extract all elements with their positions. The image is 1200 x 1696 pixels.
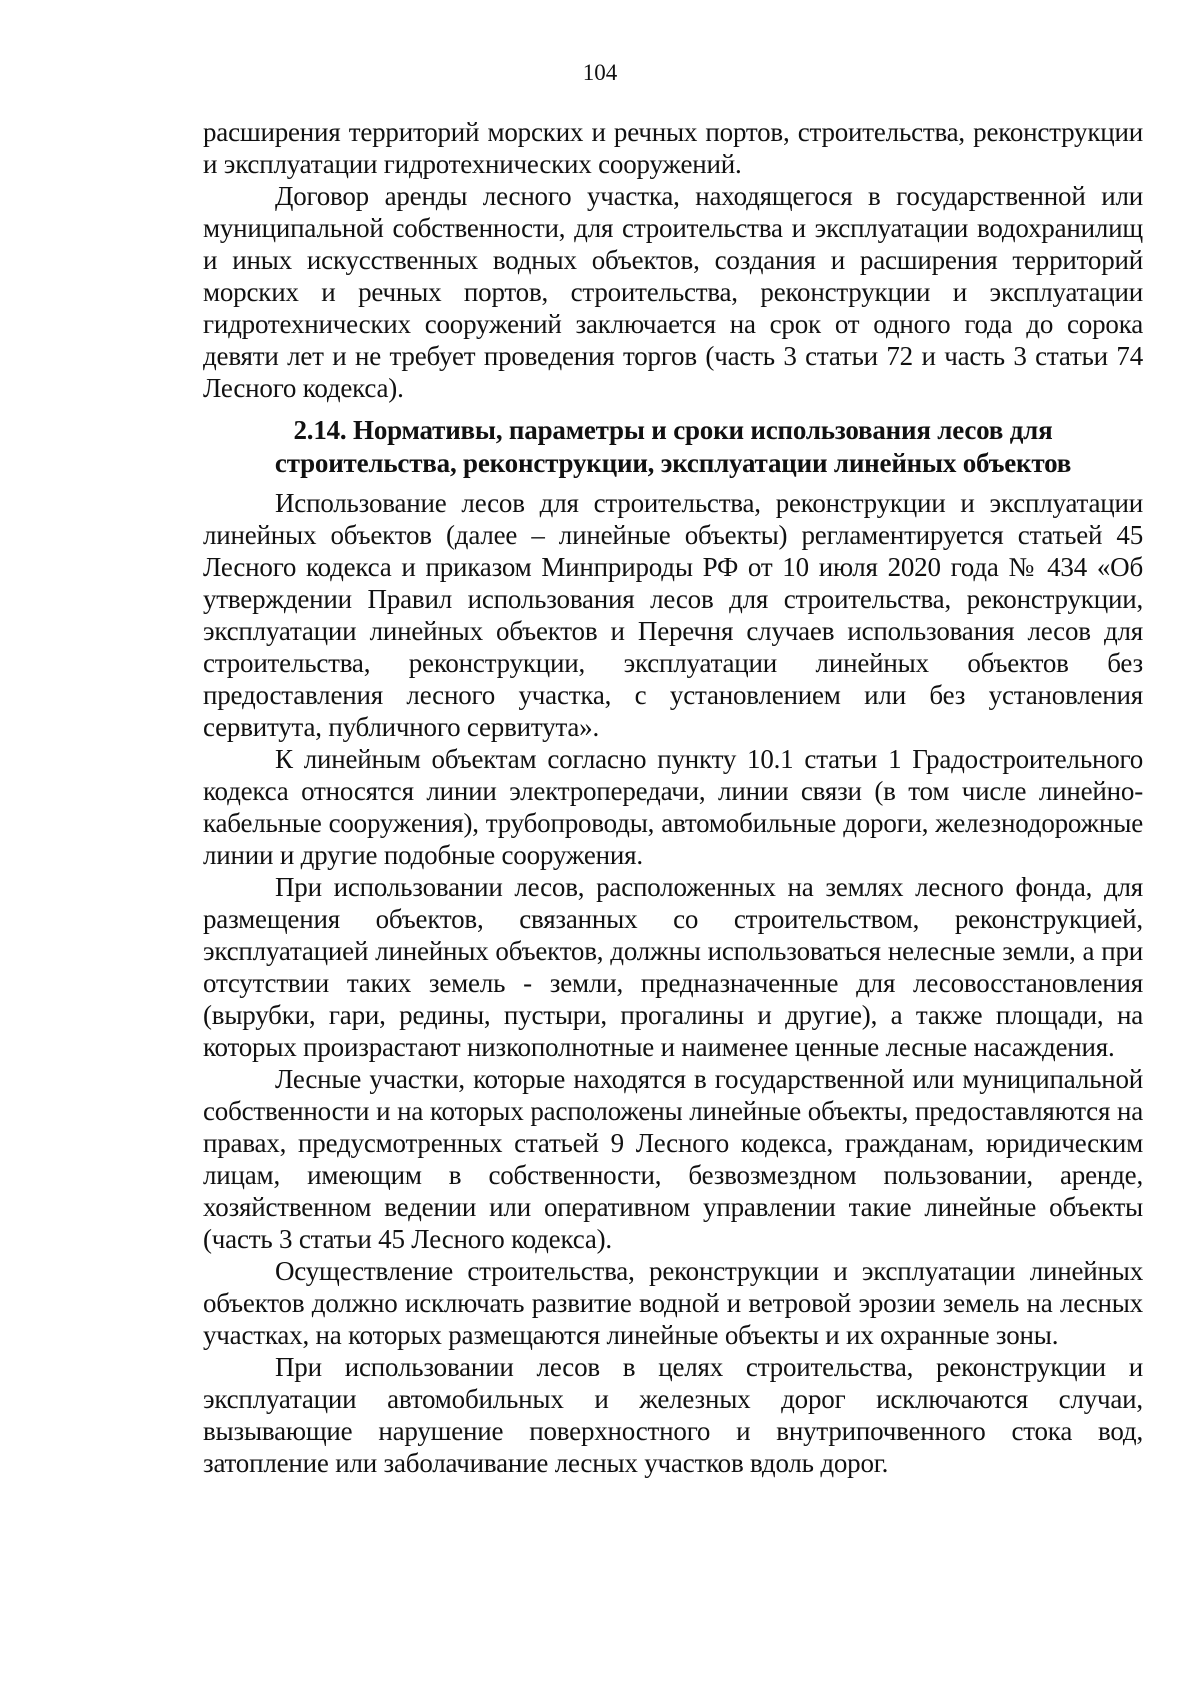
document-body — [203, 116, 1143, 1479]
paragraph-forest-use: Использование лесов для строительства, реконструкции и эксплуатации линейных объектов (далее – линейные объекты) регламентируется статьей 45 Лесного кодекса и приказом Минприроды РФ от 10 июля 2020 года № 434 «Об утверждении Правил использования лесов для строительства, реконструкции, эксплуатации линейных объектов и Перечня случаев использования лесов для строительства, реконструкции, эксплуатации линейных объектов без предоставления лесного участка, с установлением или без установления сервитута, публичного сервитута». — [203, 488, 1143, 742]
section-heading: 2.14. Нормативы, параметры и сроки использования лесов для строительства, реконструкции, эксплуатации линейных объектов — [274, 415, 1072, 478]
paragraph-erosion: Осуществление строительства, реконструкции и эксплуатации линейных объектов должно исключать развитие водной и ветровой эрозии земель на лесных участках, на которых размещаются линейные объекты и их охранные зоны. — [203, 1256, 1143, 1350]
paragraph-forest-plots: Лесные участки, которые находятся в государственной или муниципальной собственности и на которых расположены линейные объекты, предоставляются на правах, предусмотренных статьей 9 Лесного кодекса, гражданам, юридическим лицам, имеющим в собственности, безвозмездном пользовании, аренде, хозяйственном ведении или оперативном управлении такие линейные объекты (часть 3 статьи 45 Лесного кодекса). — [203, 1064, 1143, 1254]
paragraph-continuation: расширения территорий морских и речных портов, строительства, реконструкции и эксплуатации гидротехнических сооружений. — [203, 117, 1143, 179]
paragraph-linear-objects-definition: К линейным объектам согласно пункту 10.1 статьи 1 Градостроительного кодекса относятся линии электропередачи, линии связи (в том числе линейно-кабельные сооружения), трубопроводы, автомобильные дороги, железнодорожные линии и другие подобные сооружения. — [203, 744, 1143, 870]
page-number: 104 — [582, 60, 618, 85]
paragraph-lease-agreement: Договор аренды лесного участка, находящегося в государственной или муниципальной собственности, для строительства и эксплуатации водохранилищ и иных искусственных водных объектов, создания и расширения территорий морских и речных портов, строительства, реконструкции и эксплуатации гидротехнических сооружений заключается на срок от одного года до сорока девяти лет и не требует проведения торгов (часть 3 статьи 72 и часть 3 статьи 74 Лесного кодекса). — [203, 181, 1143, 403]
paragraph-land-use: При использовании лесов, расположенных на землях лесного фонда, для размещения объектов, связанных со строительством, реконструкцией, эксплуатацией линейных объектов, должны использоваться нелесные земли, а при отсутствии таких земель - земли, предназначенные для лесовосстановления (вырубки, гари, редины, пустыри, прогалины и другие), а также площади, на которых произрастают низкополнотные и наименее ценные лесные насаждения. — [203, 872, 1143, 1062]
paragraph-roads: При использовании лесов в целях строительства, реконструкции и эксплуатации автомобильных и железных дорог исключаются случаи, вызывающие нарушение поверхностного и внутрипочвенного стока вод, затопление или заболачивание лесных участков вдоль дорог. — [203, 1352, 1143, 1478]
